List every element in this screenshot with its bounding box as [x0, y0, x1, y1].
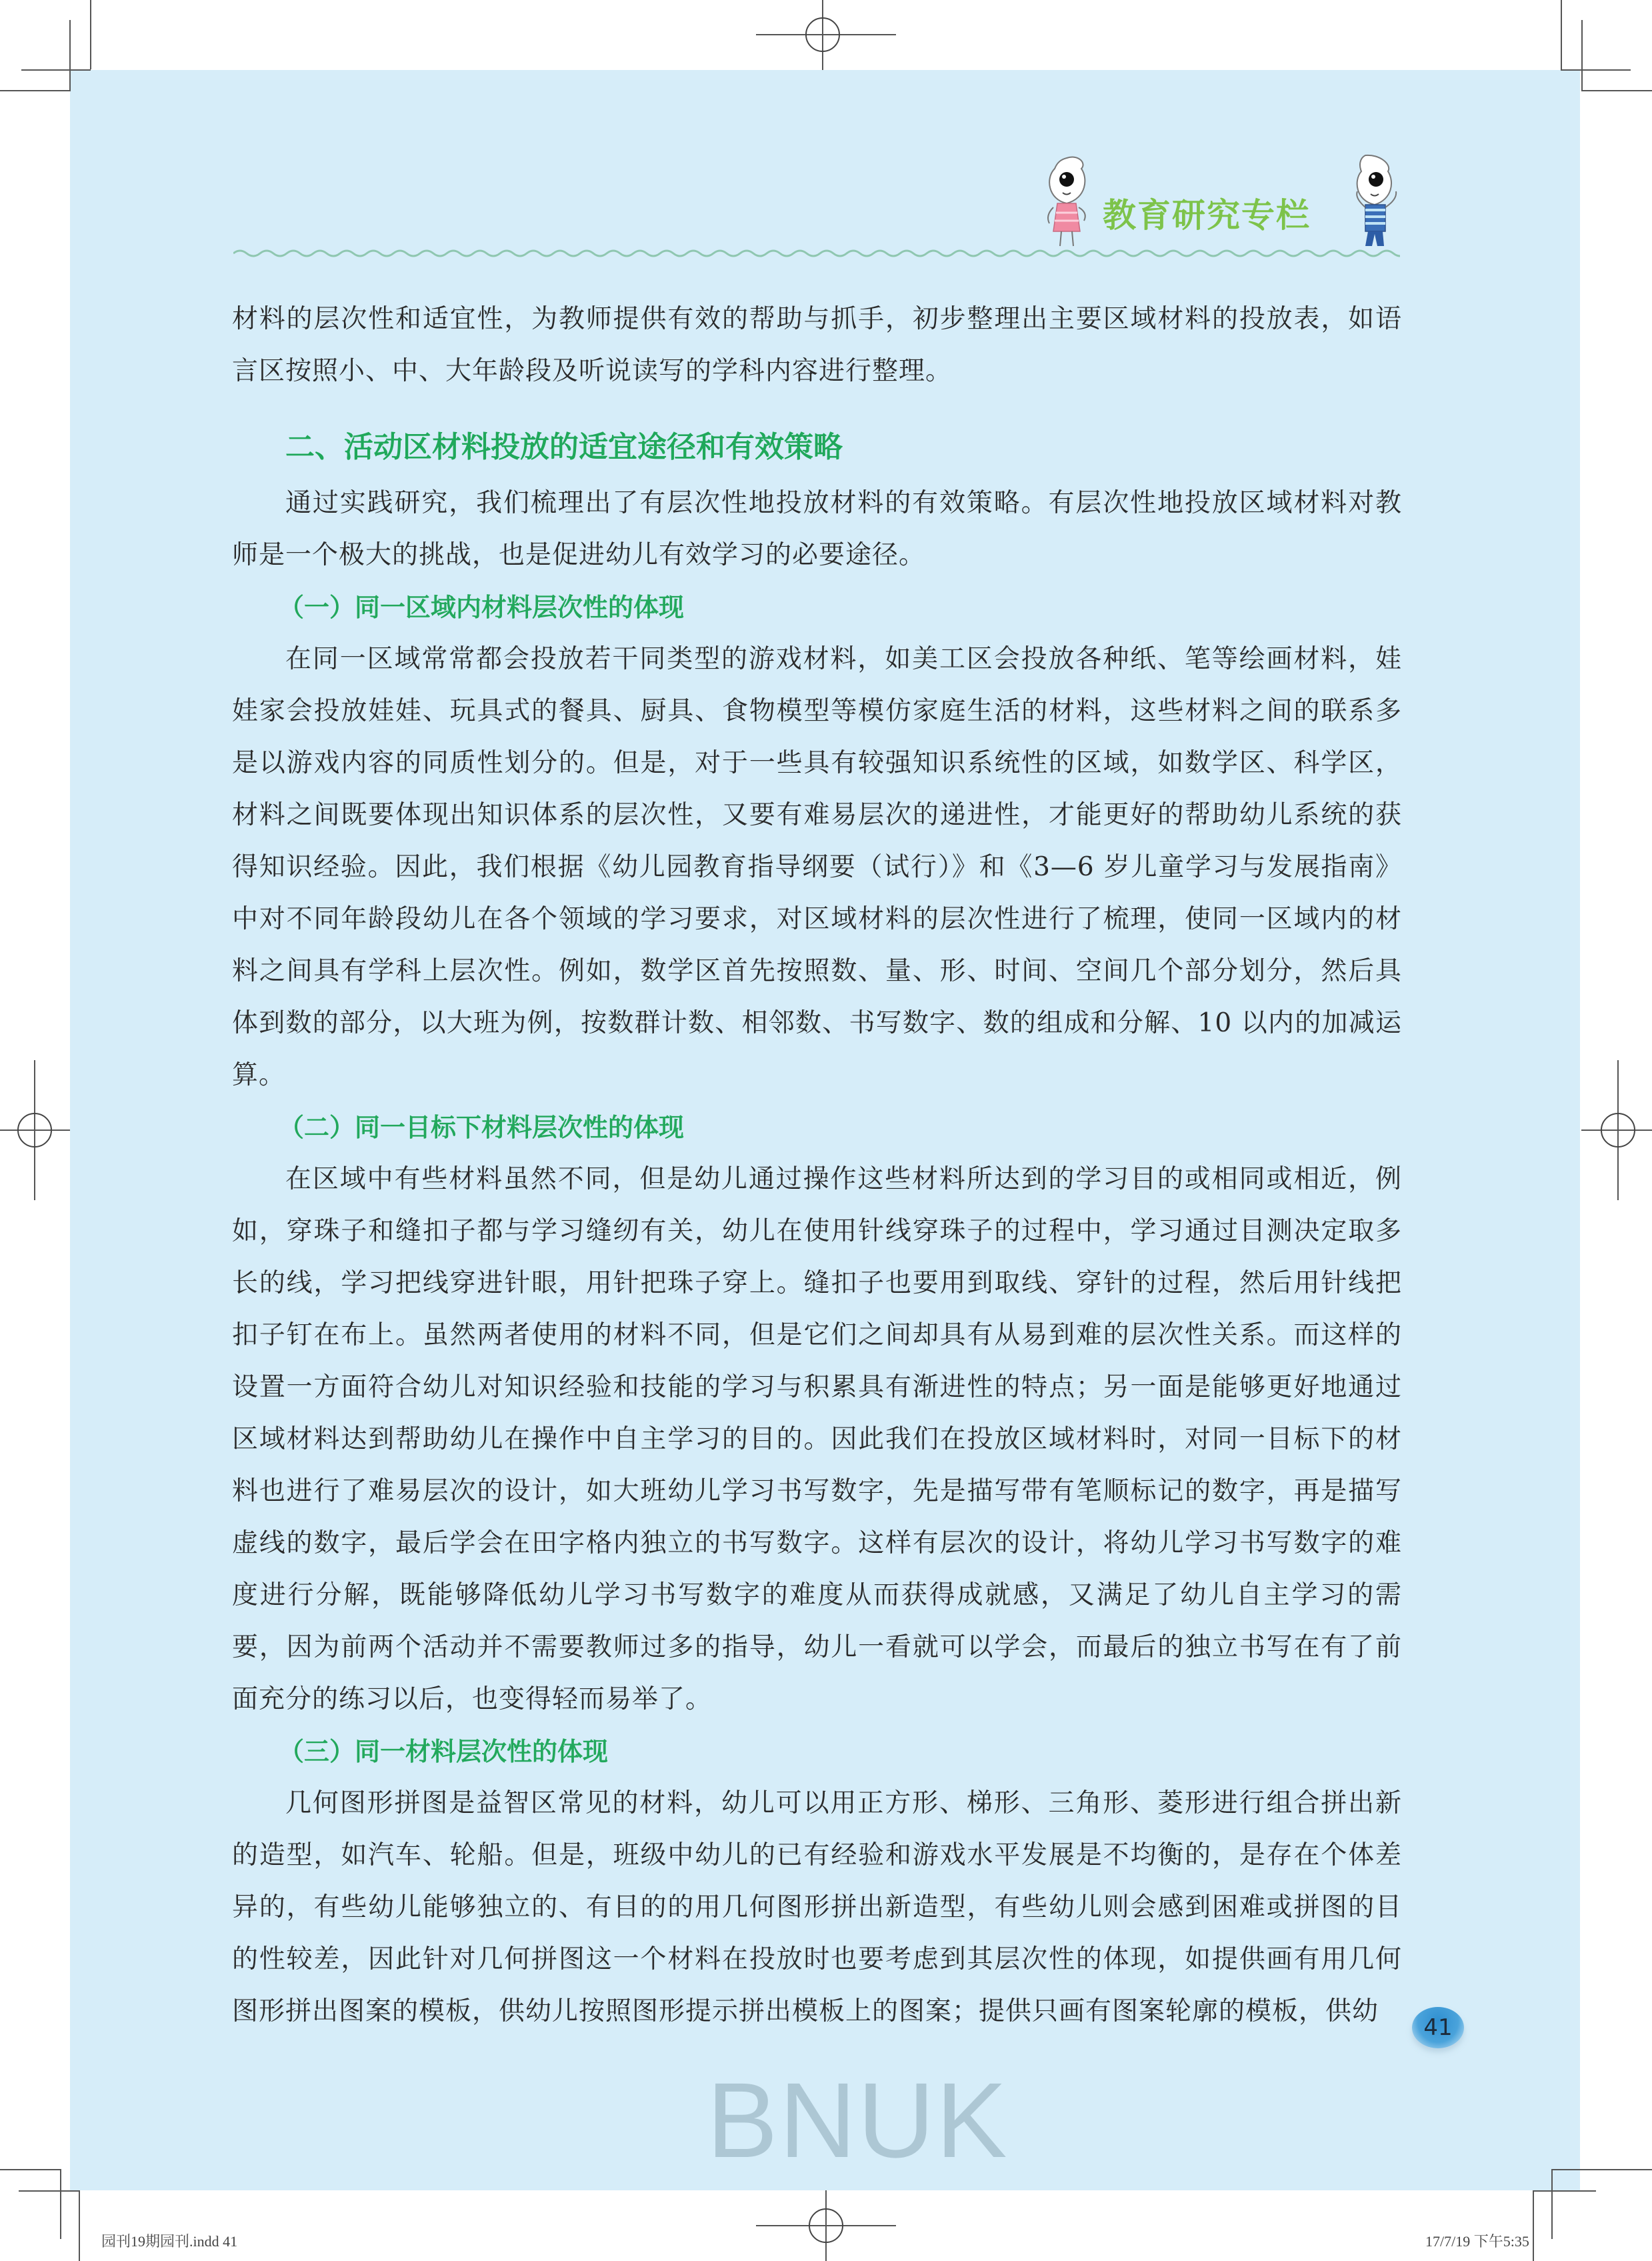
- section-heading: 二、活动区材料投放的适宜途径和有效策略: [285, 430, 843, 464]
- subsection-heading-3: （三）同一材料层次性的体现: [279, 1737, 609, 1766]
- section-intro-paragraph: 通过实践研究，我们梳理出了有层次性地投放材料的有效策略。有层次性地投放区域材料对教师是一个极大的挑战，也是促进幼儿有效学习的必要途径。: [232, 488, 1402, 570]
- subsection-paragraph-2: 在区域中有些材料虽然不同，但是幼儿通过操作这些材料所达到的学习目的或相同或相近，例如，穿珠子和缝扣子都与学习缝纫有关，幼儿在使用针线穿珠子的过程中，学习通过目测决定取多长的线，学习把线穿进针眼，用针把珠子穿上。缝扣子也要用到取线、穿针的过程，然后用针线把扣子钉在布上。虽然两者使用的材料不同，但是它们之间却具有从易到难的层次性关系。而这样的设置一方面符合幼儿对知识经验和技能的学习与积累具有渐进性的特点；另一面是能够更好地通过区域材料达到帮助幼儿在操作中自主学习的目的。因此我们在投放区域材料时，对同一目标下的材料也进行了难易层次的设计，如大班幼儿学习书写数字，先是描写带有笔顺标记的数字，再是描写虚线的数字，最后学会在田字格内独立的书写数字。这样有层次的设计，将幼儿学习书写数字的难度进行分解，既能够降低幼儿学习书写数字的难度从而获得成就感，又满足了幼儿自主学习的需要，因为前两个活动并不需要教师过多的指导，幼儿一看就可以学会，而最后的独立书写在有了前面充分的练习以后，也变得轻而易举了。: [232, 1164, 1402, 1714]
- subsection-heading-2: （二）同一目标下材料层次性的体现: [279, 1113, 685, 1142]
- slug-filename: 园刊19期园刊.indd 41: [101, 2233, 238, 2250]
- boy-mascot-icon: [1345, 151, 1405, 251]
- subsection-paragraph-1: 在同一区域常常都会投放若干同类型的游戏材料，如美工区会投放各种纸、笔等绘画材料，娃娃家会投放娃娃、玩具式的餐具、厨具、食物模型等模仿家庭生活的材料，这些材料之间的联系多是以游戏内容的同质性划分的。但是，对于一些具有较强知识系统性的区域，如数学区、科学区，材料之间既要体现出知识体系的层次性，又要有难易层次的递进性，才能更好的帮助幼儿系统的获得知识经验。因此，我们根据《幼儿园教育指导纲要（试行）》和《3—6 岁儿童学习与发展指南》中对不同年龄段幼儿在各个领域的学习要求，对区域材料的层次性进行了梳理，使同一区域内的材料之间具有学科上层次性。例如，数学区首先按照数、量、形、时间、空间几个部分划分，然后具体到数的部分，以大班为例，按数群计数、相邻数、书写数字、数的组成和分解、10 以内的加减运算。: [232, 644, 1402, 1090]
- subsection-paragraph-3: 几何图形拼图是益智区常见的材料，幼儿可以用正方形、梯形、三角形、菱形进行组合拼出新的造型，如汽车、轮船。但是，班级中幼儿的已有经验和游戏水平发展是不均衡的，是存在个体差异的，有些幼儿能够独立的、有目的的用几何图形拼出新造型，有些幼儿则会感到困难或拼图的目的性较差，因此针对几何拼图这一个材料在投放时也要考虑到其层次性的体现，如提供画有用几何图形拼出图案的模板，供幼儿按照图形提示拼出模板上的图案；提供只画有图案轮廓的模板，供幼: [232, 1788, 1402, 2026]
- page-number-badge: 41: [1412, 2007, 1464, 2048]
- column-header: [1020, 143, 1420, 250]
- article-body: [232, 293, 1402, 2038]
- wavy-divider: [233, 248, 1400, 259]
- intro-paragraph: 材料的层次性和适宜性，为教师提供有效的帮助与抓手，初步整理出主要区域材料的投放表，如语言区按照小、中、大年龄段及听说读写的学科内容进行整理。: [232, 304, 1402, 386]
- column-title: 教育研究专栏: [1103, 196, 1311, 235]
- watermark: BNUK: [707, 2060, 1009, 2180]
- girl-mascot-icon: [1040, 151, 1093, 251]
- subsection-heading-1: （一）同一区域内材料层次性的体现: [279, 593, 685, 622]
- slug-timestamp: 17/7/19 下午5:35: [1425, 2233, 1529, 2250]
